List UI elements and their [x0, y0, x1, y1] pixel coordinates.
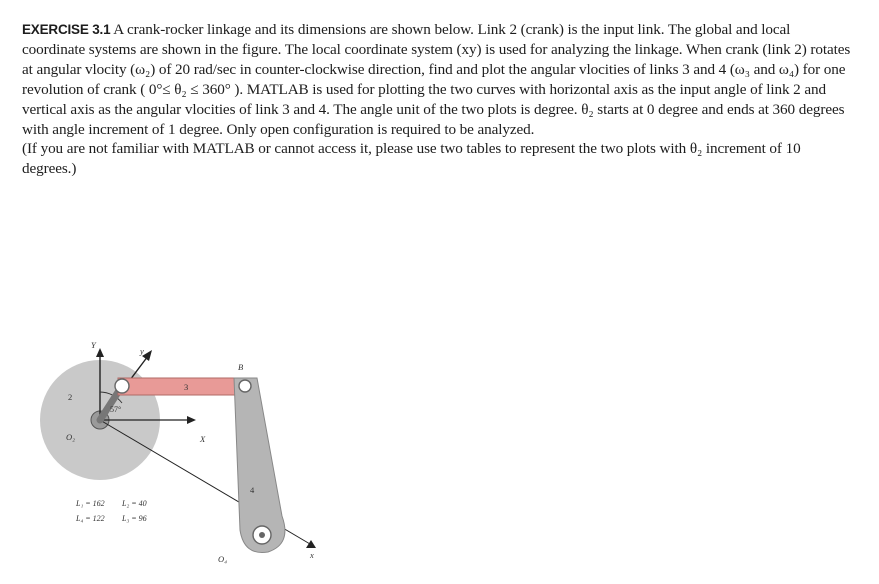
label-link-3: 3	[184, 382, 189, 392]
pivot-o4-center	[259, 532, 265, 538]
exercise-body: A crank-rocker linkage and its dimensions are shown below. Link 2 (crank) is the input link. The global and local coordinate systems are shown in the figure. The local coordinate system (xy) is used for analyzing the linkage. When crank (link 2) rotates at angular vlocity (ω₂) of 20 rad/sec in counter-clockwise direction, find and plot the angular vlocities of links 3 and 4 (ω₃ and ω₄) for one revolution of crank ( 0°≤ θ₂ ≤ 360° ). MATLAB is used for plotting the two curves with horizontal axis as the input angle of link 2 and vertical axis as the angular vlocities of link 3 and 4. The angle unit of the two plots is degree. θ₂ starts at 0 degree and ends at 360 degrees with angle increment of 1 degree. Only open configuration is required to be analyzed.	[22, 21, 851, 138]
linkage-figure	[30, 330, 330, 584]
dim-l3: L₃ = 96	[122, 514, 147, 523]
exercise-paragraph-2: (If you are not familiar with MATLAB or cannot access it, please use two tables to represent the two plots with θ₂ increment of 10 degrees.)	[22, 140, 801, 178]
exercise-paragraph-1	[22, 20, 852, 139]
coupler-link	[118, 378, 246, 395]
label-local-x: x	[310, 550, 314, 560]
dim-l1: L₁ = 162	[76, 499, 105, 508]
label-link-4: 4	[250, 485, 255, 495]
dim-l2: L₂ = 40	[122, 499, 147, 508]
joint-a	[115, 379, 129, 393]
label-angle: 57°	[110, 405, 122, 414]
joint-b	[239, 380, 251, 392]
label-link-2: 2	[68, 392, 73, 402]
global-y-arrow	[96, 348, 104, 357]
linkage-diagram	[30, 330, 330, 584]
exercise-text	[22, 20, 852, 179]
exercise-label: EXERCISE 3.1	[22, 22, 111, 37]
label-global-x: X	[200, 434, 206, 444]
label-local-y: y	[140, 346, 144, 356]
dim-l4: L₄ = 122	[76, 514, 105, 523]
global-x-arrow	[187, 416, 196, 424]
label-o2: O₂	[66, 432, 76, 442]
local-x-arrow	[306, 540, 316, 548]
label-joint-b: B	[238, 362, 244, 372]
label-o4: O₄	[218, 554, 228, 564]
label-global-y: Y	[91, 340, 96, 350]
